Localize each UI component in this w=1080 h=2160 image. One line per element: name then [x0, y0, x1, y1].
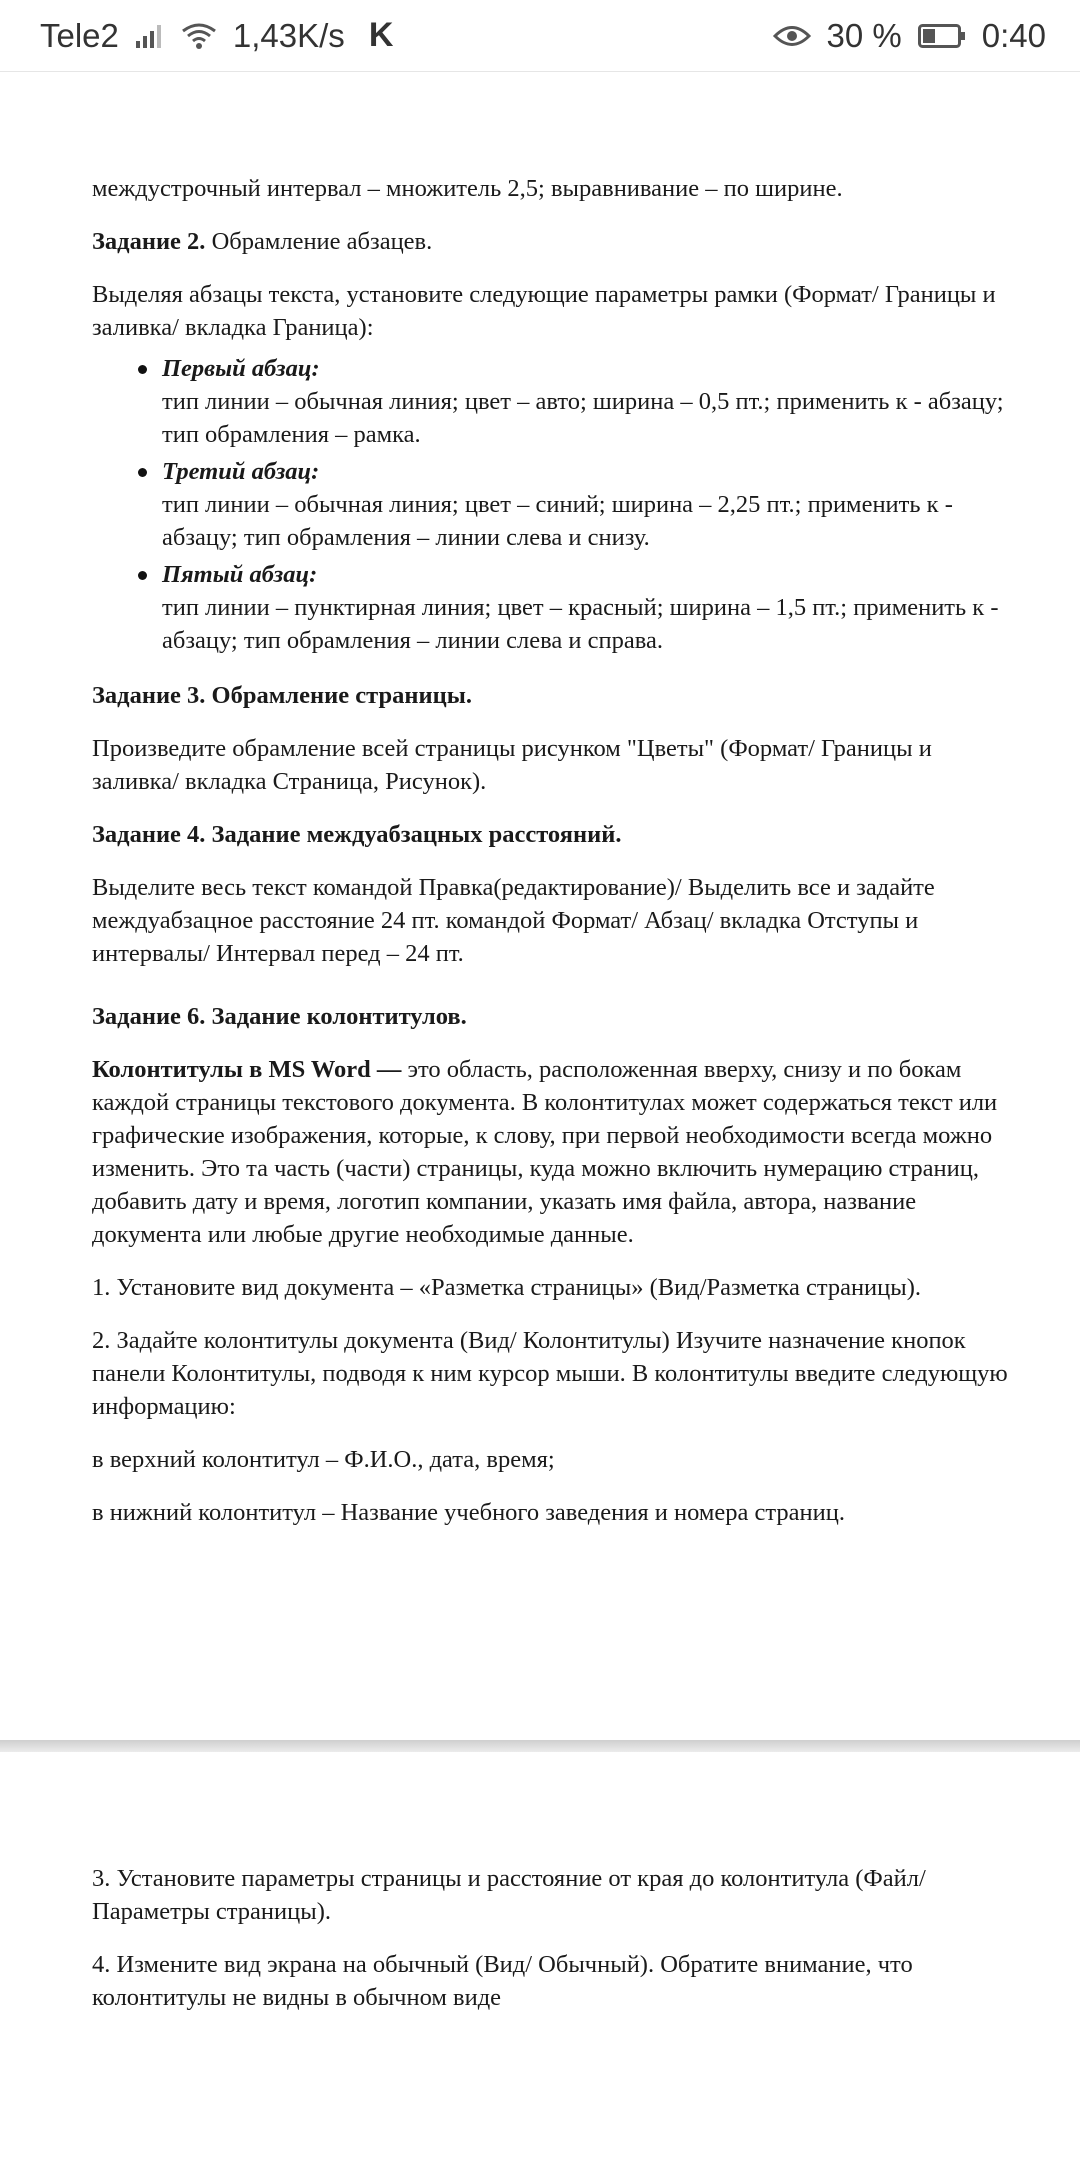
signal-icon: [135, 23, 165, 49]
task-3-heading: Задание 3. Обрамление страницы.: [92, 682, 472, 709]
task-6-step-3: 3. Установите параметры страницы и расстояние от края до колонтитула (Файл/ Параметры страницы).: [92, 1865, 926, 1925]
task-6-intro-rest: это область, расположенная вверху, снизу и по бокам каждой страницы текстового документа. В колонтитулах может содержаться текст или графические изображения, которые, к слову, при первой необходимости всегда можно изменить. Это та часть (части) страницы, куда можно включить нумерацию страниц, добавить дату и время, логотип компании, указать имя файла, автора, название документа или любые другие необходимые данные.: [92, 1056, 998, 1248]
task-4-text: Выделите весь текст командой Правка(редактирование)/ Выделить все и задайте междуабзацное расстояние 24 пт. командой Формат/ Абзац/ вкладка Отступы и интервалы/ Интервал перед – 24 пт.: [92, 874, 935, 967]
status-bar: [0, 0, 1080, 72]
bullet-icon: [138, 365, 147, 374]
app-notification-icon: K: [368, 16, 394, 54]
bullet-text: тип линии – обычная линия; цвет – синий; ширина – 2,25 пт.; применить к - абзацу; тип обрамления – линии слева и снизу.: [162, 491, 953, 551]
document-page-1[interactable]: [0, 72, 1080, 1740]
eye-icon: [773, 23, 811, 49]
document-page-2[interactable]: [0, 1752, 1080, 2160]
task-6-intro-bold: Колонтитулы в MS Word —: [92, 1056, 402, 1083]
status-bar-left: [40, 16, 393, 55]
task-3-text: Произведите обрамление всей страницы рисунком "Цветы" (Формат/ Границы и заливка/ вкладка Страница, Рисунок).: [92, 735, 932, 795]
task-6-step-1: 1. Установите вид документа – «Разметка страницы» (Вид/Разметка страницы).: [92, 1274, 922, 1301]
page-1-content: [92, 172, 1022, 1549]
wifi-icon: [181, 22, 217, 50]
carrier-label: Tele2: [40, 16, 119, 54]
list-item: [92, 558, 1022, 657]
battery-icon: [918, 23, 966, 49]
page-separator: [0, 1740, 1080, 1752]
bullet-icon: [138, 468, 147, 477]
bullet-icon: [138, 571, 147, 580]
bullet-title: Третий абзац:: [162, 458, 320, 485]
clock: 0:40: [981, 16, 1046, 54]
bullet-title: Пятый абзац:: [162, 561, 318, 588]
task-2-heading-rest: Обрамление абзацев.: [205, 228, 433, 255]
task-2-bullet-list: [92, 352, 1022, 657]
page-2-content: [92, 1862, 1022, 2034]
task-6-heading: Задание 6. Задание колонтитулов.: [92, 1003, 467, 1030]
footer-info: в нижний колонтитул – Название учебного заведения и номера страниц.: [92, 1499, 845, 1526]
bullet-text: тип линии – пунктирная линия; цвет – красный; ширина – 1,5 пт.; применить к - абзацу; тип обрамления – линии слева и справа.: [162, 594, 999, 654]
header-info: в верхний колонтитул – Ф.И.О., дата, время;: [92, 1446, 555, 1473]
task-6-step-4: 4. Измените вид экрана на обычный (Вид/ Обычный). Обратите внимание, что колонтитулы не видны в обычном виде: [92, 1951, 913, 2011]
task-2-text: Выделяя абзацы текста, установите следующие параметры рамки (Формат/ Границы и заливка/ вкладка Граница):: [92, 281, 996, 341]
task-2-heading: [92, 225, 1022, 258]
task-4-heading: Задание 4. Задание междуабзацных расстояний.: [92, 821, 622, 848]
task-6-intro: [92, 1053, 1022, 1251]
intro-line: междустрочный интервал – множитель 2,5; выравнивание – по ширине.: [92, 175, 843, 202]
task-6-step-2: 2. Задайте колонтитулы документа (Вид/ Колонтитулы) Изучите назначение кнопок панели Колонтитулы, подводя к ним курсор мыши. В колонтитулы введите следующую информацию:: [92, 1327, 1008, 1420]
list-item: [92, 455, 1022, 554]
bullet-title: Первый абзац:: [162, 355, 320, 382]
network-speed: 1,43K/s: [232, 16, 345, 54]
status-bar-right: [773, 17, 1046, 55]
list-item: [92, 352, 1022, 451]
task-2-heading-bold: Задание 2.: [92, 228, 206, 255]
bullet-text: тип линии – обычная линия; цвет – авто; ширина – 0,5 пт.; применить к - абзацу; тип обрамления – рамка.: [162, 388, 1004, 448]
battery-percent: 30 %: [826, 16, 902, 54]
